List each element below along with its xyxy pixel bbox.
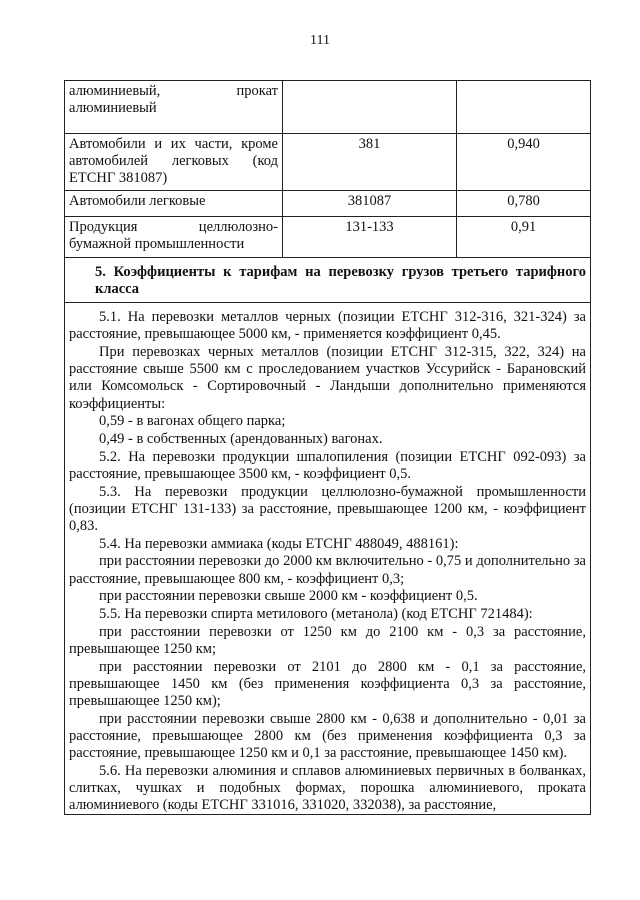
paragraph: 5.6. На перевозки алюминия и сплавов алюминиевых первичных в болванках, слитках, чушках и подобных формах, порошка алюминиевого, проката алюминиевого (коды ЕТСНГ 331016, 331020, 332038), за расстояние, xyxy=(69,762,586,814)
paragraph: 5.2. На перевозки продукции шпалопиления (позиции ЕТСНГ 092-093) за расстояние, превышающее 3500 км, - коэффициент 0,5. xyxy=(69,448,586,482)
coefficient-cell: 0,91 xyxy=(457,217,591,258)
paragraph: 0,59 - в вагонах общего парка; xyxy=(99,413,286,430)
section-body xyxy=(65,303,591,815)
page-number: 111 xyxy=(310,33,330,48)
section-title: 5. Коэффициенты к тарифам на перевозку грузов третьего тарифного класса xyxy=(65,258,591,303)
cargo-name-cell: алюминиевый, прокат алюминиевый xyxy=(65,81,283,134)
tariff-table xyxy=(64,80,591,815)
code-cell: 381 xyxy=(283,134,457,191)
code-cell xyxy=(283,81,457,134)
paragraph: при расстоянии перевозки от 2101 до 2800 км - 0,1 за расстояние, превышающее 1450 км (без применения коэффициента 0,3 за расстояние, превышающее 1250 км); xyxy=(69,658,586,709)
paragraph: 5.1. На перевозки металлов черных (позиции ЕТСНГ 312-316, 321-324) за расстояние, превышающее 5000 км, - применяется коэффициент 0,45. xyxy=(69,309,586,343)
paragraph: 0,49 - в собственных (арендованных) вагонах. xyxy=(99,430,383,447)
code-cell: 131-133 xyxy=(283,217,457,258)
section-title-row xyxy=(65,258,591,303)
paragraph: 5.4. На перевозки аммиака (коды ЕТСНГ 488049, 488161): xyxy=(99,535,459,552)
paragraph: При перевозках черных металлов (позиции ЕТСНГ 312-315, 322, 324) на расстояние свыше 5500 км с проследованием участков Уссурийск - Барановский или Комсомольск - Сортировочный - Ландыши дополнительно применяются коэффициенты: xyxy=(69,343,586,412)
coefficient-cell: 0,940 xyxy=(457,134,591,191)
paragraph: при расстоянии перевозки свыше 2000 км - коэффициент 0,5. xyxy=(99,588,478,605)
table-row xyxy=(65,217,591,258)
paragraph: при расстоянии перевозки от 1250 км до 2100 км - 0,3 за расстояние, превышающее 1250 км; xyxy=(69,623,586,657)
coefficient-cell: 0,780 xyxy=(457,191,591,217)
table-row xyxy=(65,191,591,217)
cargo-name-cell: Автомобили и их части, кроме автомобилей легковых (код ЕТСНГ 381087) xyxy=(65,134,283,191)
paragraph: при расстоянии перевозки свыше 2800 км - 0,638 и дополнительно - 0,01 за расстояние, превышающее 2800 км (без применения коэффициента 0,3 за расстояние, превышающее 1250 км и 0,1 за расстояние, превышающее 1450 км). xyxy=(69,710,586,762)
cargo-name-cell: Продукция целлюлозно-бумажной промышленности xyxy=(65,217,283,258)
table-row xyxy=(65,134,591,191)
code-cell: 381087 xyxy=(283,191,457,217)
table-row xyxy=(65,81,591,134)
cargo-name-cell: Автомобили легковые xyxy=(65,191,283,217)
section-body-row xyxy=(65,303,591,815)
paragraph: 5.5. На перевозки спирта метилового (метанола) (код ЕТСНГ 721484): xyxy=(99,605,533,622)
coefficient-cell xyxy=(457,81,591,134)
paragraph: 5.3. На перевозки продукции целлюлозно-бумажной промышленности (позиции ЕТСНГ 131-133) за расстояние, превышающее 1200 км, - коэффициент 0,83. xyxy=(69,483,586,534)
paragraph: при расстоянии перевозки до 2000 км включительно - 0,75 и дополнительно за расстояние, превышающее 800 км, - коэффициент 0,3; xyxy=(69,553,586,587)
